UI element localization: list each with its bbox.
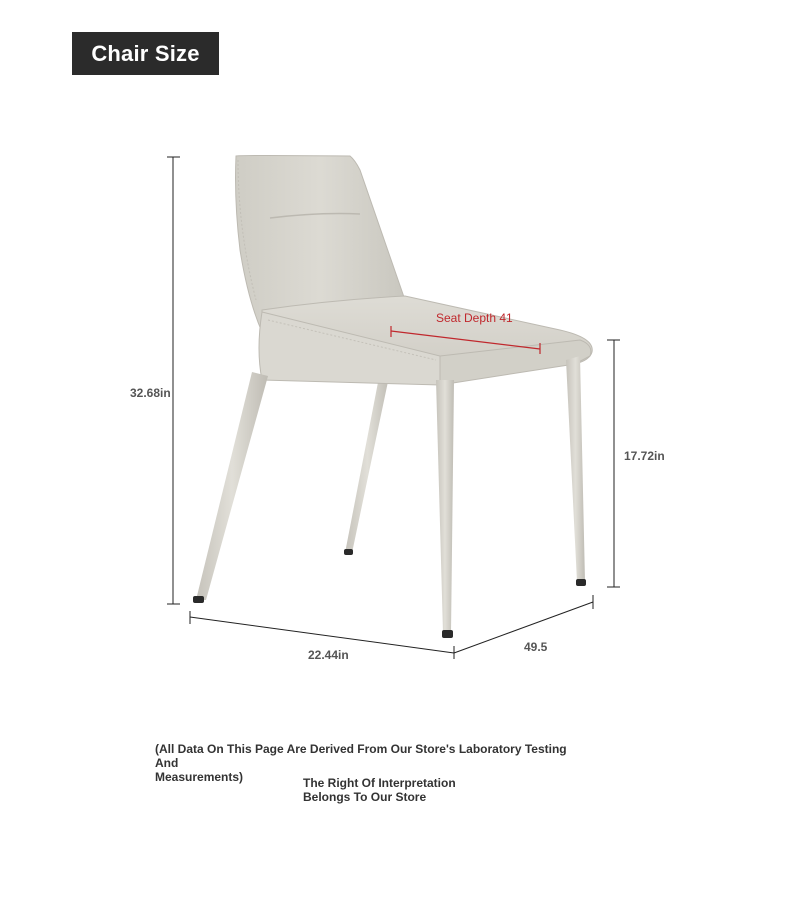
- front-left-leg-foot: [193, 596, 204, 603]
- chair-image: [193, 156, 592, 639]
- width-label: 22.44in: [308, 648, 349, 662]
- interpretation-line1: The Right Of Interpretation: [303, 776, 456, 790]
- front-left-leg: [196, 372, 268, 600]
- rear-left-leg-foot: [344, 549, 353, 555]
- data-source-line2: Measurements): [155, 770, 244, 784]
- seat-height-label: 17.72in: [624, 449, 665, 463]
- seat-height-dimension: [607, 340, 665, 587]
- depth-dimension: [454, 595, 593, 654]
- height-label: 32.68in: [130, 386, 171, 400]
- front-right-leg-foot: [442, 630, 453, 638]
- rear-right-leg: [566, 356, 585, 582]
- interpretation-line2: Belongs To Our Store: [303, 790, 427, 804]
- rear-left-leg: [345, 372, 390, 553]
- rear-right-leg-foot: [576, 579, 586, 586]
- height-dimension: [130, 157, 180, 604]
- front-right-leg: [436, 380, 454, 633]
- width-dimension: [190, 611, 454, 662]
- interpretation-note: [303, 776, 503, 804]
- data-source-line1: (All Data On This Page Are Derived From Our Store's Laboratory Testing And: [155, 742, 567, 770]
- page-title-text: Chair Size: [91, 40, 200, 66]
- seat-depth-label: Seat Depth 41: [436, 311, 513, 325]
- depth-label: 49.5: [524, 640, 548, 654]
